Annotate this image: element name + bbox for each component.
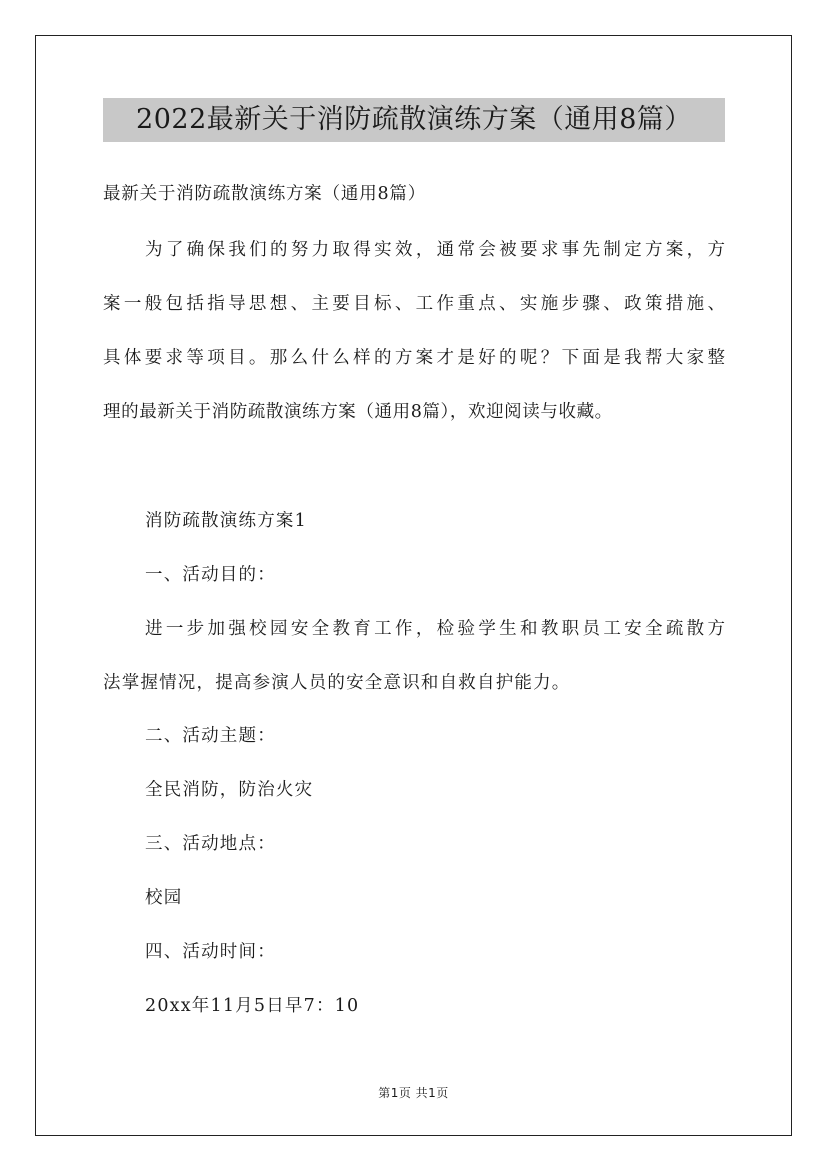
theme-value: 全民消防，防治火灾 [145, 780, 314, 800]
time-heading: 四、活动时间： [145, 942, 276, 962]
intro-line-2: 案一般包括指导思想、主要目标、工作重点、实施步骤、政策措施、 [103, 294, 725, 314]
document-subtitle: 最新关于消防疏散演练方案（通用8篇） [103, 184, 427, 204]
intro-line-4: 理的最新关于消防疏散演练方案（通用8篇），欢迎阅读与收藏。 [103, 402, 613, 422]
location-heading: 三、活动地点： [145, 834, 276, 854]
time-value: 20xx年11月5日早7：10 [145, 996, 360, 1016]
location-value: 校园 [145, 888, 183, 908]
purpose-heading: 一、活动目的： [145, 565, 276, 585]
page-footer: 第1页 共1页 [378, 1086, 449, 1100]
theme-heading: 二、活动主题： [145, 726, 276, 746]
document-title: 2022最新关于消防疏散演练方案（通用8篇） [103, 98, 725, 142]
section-heading: 消防疏散演练方案1 [145, 511, 307, 531]
purpose-line-1: 进一步加强校园安全教育工作，检验学生和教职员工安全疏散方 [145, 619, 725, 639]
intro-line-3: 具体要求等项目。那么什么样的方案才是好的呢？下面是我帮大家整 [103, 348, 725, 368]
purpose-line-2: 法掌握情况，提高参演人员的安全意识和自救自护能力。 [103, 673, 571, 693]
intro-line-1: 为了确保我们的努力取得实效，通常会被要求事先制定方案，方 [145, 240, 725, 260]
